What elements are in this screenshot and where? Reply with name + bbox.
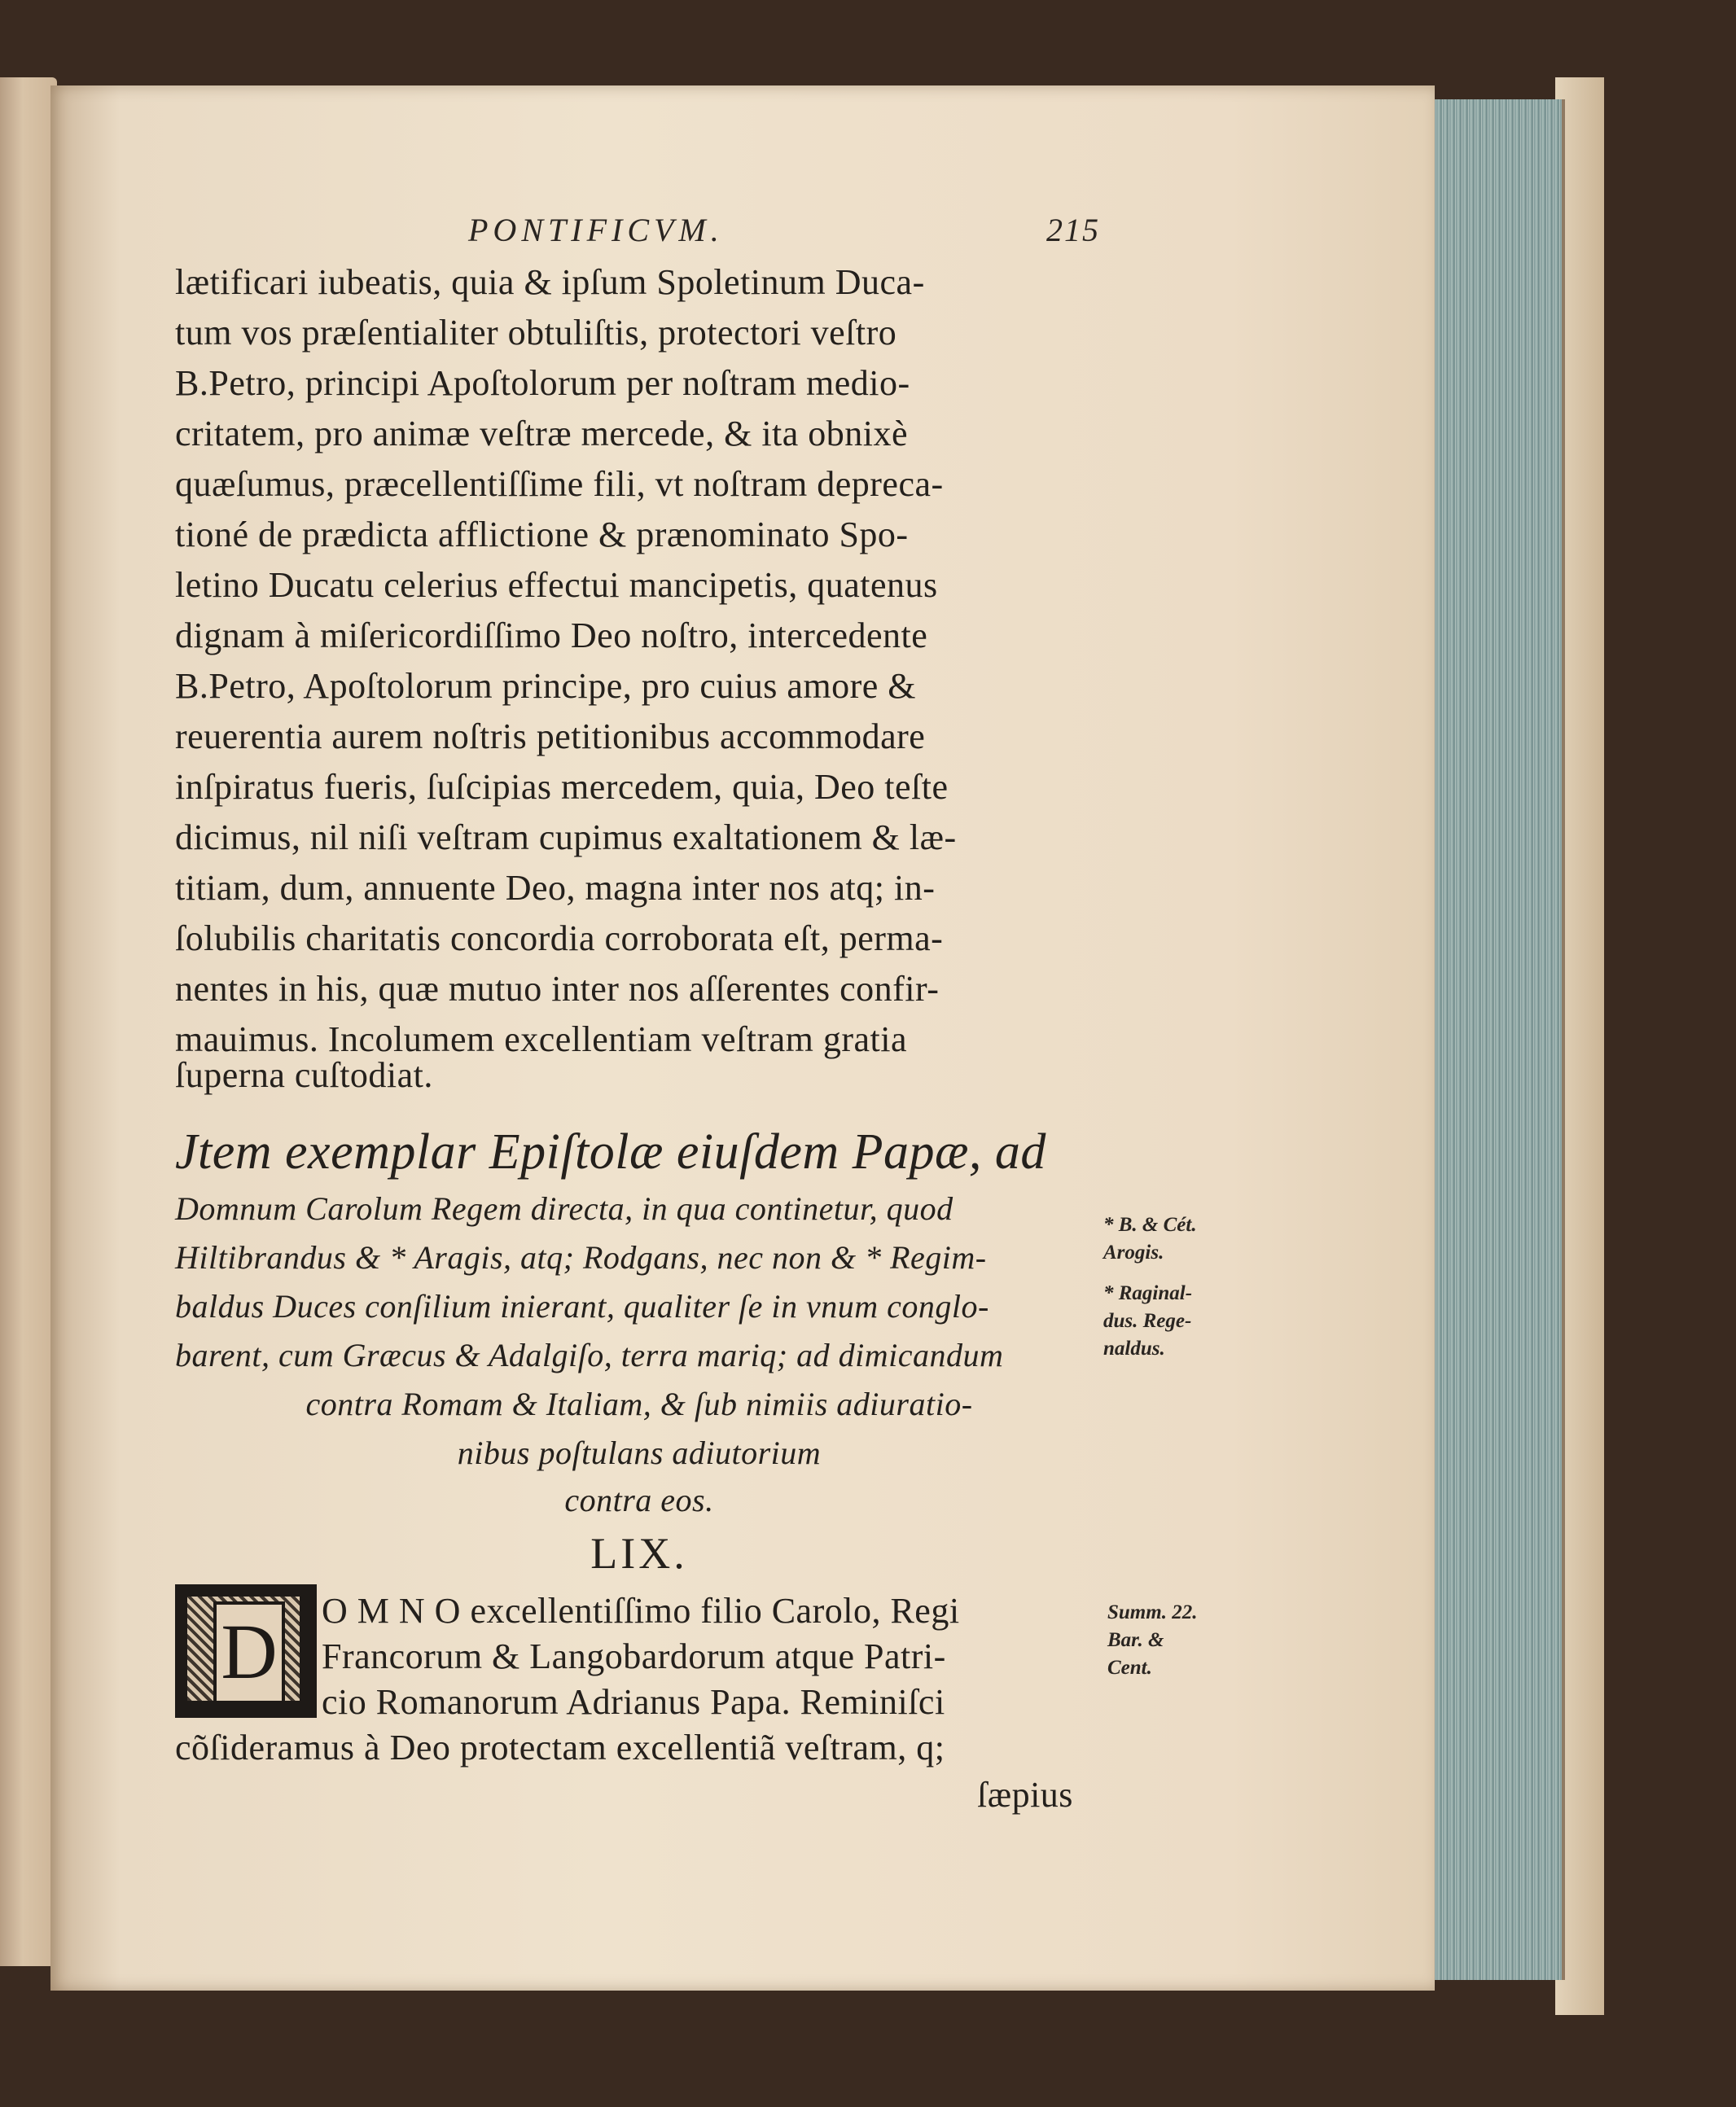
running-header-title: PONTIFICVM. <box>468 212 724 248</box>
body-line: reuerentia aurem noſtris petitionibus accommodare <box>175 716 926 756</box>
section-subtitle-line: nibus poſtulans adiutorium <box>457 1435 822 1471</box>
letter-line: cio Romanorum Adrianus Papa. Reminiſci <box>322 1682 945 1722</box>
margin-note-line: dus. Rege- <box>1103 1310 1192 1332</box>
margin-note-line: * Raginal- <box>1103 1282 1193 1304</box>
section-subtitle-line: barent, cum Græcus & Adalgiſo, terra mariq; ad dimicandum <box>175 1337 1004 1373</box>
body-line: B.Petro, Apoſtolorum principe, pro cuius amore & <box>175 666 916 706</box>
margin-note <box>1103 1280 1192 1363</box>
body-line: B.Petro, principi Apoſtolorum per noſtram medio- <box>175 363 910 403</box>
catchword: ſæpius <box>977 1775 1073 1815</box>
section-subtitle-line: Domnum Carolum Regem directa, in qua continetur, quod <box>175 1190 953 1227</box>
body-line: titiam, dum, annuente Deo, magna inter nos atq; in- <box>175 868 936 908</box>
margin-note-line: naldus. <box>1103 1338 1165 1360</box>
body-line: quæſumus, præcellentiſſime fili, vt noſtram depreca- <box>175 464 944 504</box>
letter-line: cõſideramus à Deo protectam excellentiã veſtram, q; <box>175 1728 945 1768</box>
initial-letter: D <box>213 1601 285 1704</box>
body-line: critatem, pro animæ veſtræ mercede, & ita obnixè <box>175 414 909 453</box>
section-subtitle-line: baldus Duces conſilium inierant, qualiter ſe in vnum conglo- <box>175 1288 989 1325</box>
margin-note-line: Cent. <box>1107 1657 1152 1679</box>
letter-number: LIX. <box>590 1529 688 1578</box>
margin-note <box>1107 1599 1197 1682</box>
margin-note-line: * B. & Cét. <box>1103 1214 1197 1236</box>
body-line: mauimus. Incolumem excellentiam veſtram gratia <box>175 1019 908 1059</box>
body-line: ſuperna cuſtodiat. <box>175 1055 433 1095</box>
page-block-edges <box>1421 99 1565 1980</box>
section-subtitle-line: contra Romam & Italiam, & ſub nimiis adiuratio- <box>305 1386 973 1422</box>
body-line: nentes in his, quæ mutuo inter nos aſſerentes confir- <box>175 969 940 1009</box>
margin-note-line: Arogis. <box>1103 1242 1164 1264</box>
margin-note-line: Summ. 22. <box>1107 1601 1198 1623</box>
decorated-initial <box>175 1584 317 1718</box>
page-number: 215 <box>1046 212 1100 248</box>
letter-line: O M N O excellentiſſimo filio Carolo, Regi <box>322 1591 960 1631</box>
body-line: inſpiratus fueris, ſuſcipias mercedem, quia, Deo teſte <box>175 767 949 807</box>
body-line: ſolubilis charitatis concordia corroborata eſt, perma- <box>175 918 944 958</box>
section-subtitle-line: Hiltibrandus & * Aragis, atq; Rodgans, nec non & * Regim- <box>175 1239 987 1276</box>
margin-note-line: Bar. & <box>1107 1629 1164 1651</box>
body-line: dicimus, nil niſi veſtram cupimus exaltationem & læ- <box>175 817 957 857</box>
body-line: letino Ducatu celerius effectui mancipetis, quatenus <box>175 565 938 605</box>
facing-page-edge <box>0 77 57 1966</box>
body-line: dignam à miſericordiſſimo Deo noſtro, intercedente <box>175 615 928 655</box>
body-line: tum vos præſentialiter obtuliſtis, protectori veſtro <box>175 313 897 353</box>
margin-note <box>1103 1211 1197 1267</box>
section-title: Jtem exemplar Epiſtolæ eiuſdem Papæ, ad <box>175 1124 1046 1180</box>
letter-line: Francorum & Langobardorum atque Patri- <box>322 1636 946 1676</box>
body-line: lætificari iubeatis, quia & ipſum Spoletinum Duca- <box>175 262 925 302</box>
body-line: tioné de prædicta afflictione & prænominato Spo- <box>175 515 909 554</box>
section-subtitle-line: contra eos. <box>564 1482 714 1518</box>
